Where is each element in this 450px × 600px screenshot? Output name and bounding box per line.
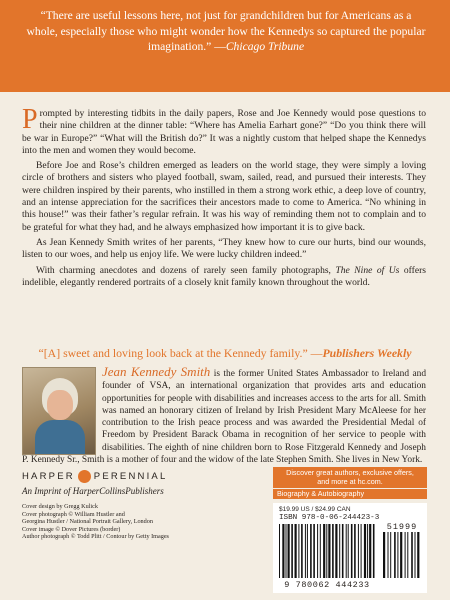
barcode-bar bbox=[291, 524, 293, 578]
imprint-suffix: Publishers bbox=[125, 486, 164, 496]
barcode-bar bbox=[326, 524, 327, 578]
barcode-bar bbox=[390, 532, 391, 578]
barcode-bar bbox=[411, 532, 413, 578]
credit-line: Author photograph © Todd Plitt / Contour by Getty Images bbox=[22, 533, 169, 541]
barcode-bar bbox=[320, 524, 321, 578]
barcode-bar bbox=[279, 524, 280, 578]
price-addon-number: 51999 bbox=[386, 522, 418, 532]
barcode-block bbox=[273, 503, 427, 593]
barcode-bar bbox=[332, 524, 334, 578]
photo-face bbox=[47, 390, 73, 420]
top-quote-source: Chicago Tribune bbox=[225, 40, 305, 53]
barcode-bar bbox=[301, 524, 303, 578]
top-review-quote bbox=[26, 8, 426, 55]
description-paragraph-1 bbox=[22, 104, 426, 157]
barcode-bar bbox=[407, 532, 408, 578]
credit-line: Georgina Hustler / National Portrait Gallery, London bbox=[22, 518, 153, 526]
isbn-barcode-icon bbox=[279, 524, 377, 578]
barcode-bar bbox=[417, 532, 419, 578]
barcode-bar bbox=[415, 532, 416, 578]
author-name: Jean Kennedy Smith bbox=[102, 364, 211, 379]
barcode-bar bbox=[388, 532, 389, 578]
barcode-bar bbox=[335, 524, 337, 578]
promo-line-1: Discover great authors, exclusive offers, bbox=[286, 468, 414, 477]
barcode-bar bbox=[358, 524, 359, 578]
barcode-bar bbox=[373, 524, 375, 578]
isbn-text: ISBN 978-0-06-244423-3 bbox=[279, 514, 380, 522]
barcode-bar bbox=[394, 532, 396, 578]
barcode-bar bbox=[400, 532, 402, 578]
barcode-bar bbox=[346, 524, 347, 578]
imprint-line bbox=[22, 486, 164, 496]
author-bio-text: is the former United States Ambassador to Ireland and founder of VSA, an international organization that provides arts and education opportunities for people with disabilities and increases access to the arts for all. Smith was named an honorary citizen of Ireland by Irish President Mary McAleese for her contribution to the Irish peace process and was awarded the Presidential Medal of Freedom by President Barack Obama in recognition of her service to people with disabilities. The eighth of nine children born to Rose Fitzgerald Kennedy and Joseph P. Kennedy Sr., Smith is a mother of four and the widow of the late Stephen Smith. She lives in New York. bbox=[22, 369, 427, 466]
paragraph-1-text: rompted by interesting tidbits in the daily papers, Rose and Joe Kennedy would pose questions to their nine children at the dinner table: “Where has Amelia Earhart gone?” “Do you think there will be war in Europe?” “What will the British do?” It was a nightly custom that helped shape the Kennedys into the men and women they would become. bbox=[22, 108, 426, 156]
barcode-bar bbox=[317, 524, 318, 578]
cover-credits bbox=[22, 503, 222, 541]
barcode-bar bbox=[348, 524, 349, 578]
mid-quote-text: “[A] sweet and loving look back at the Kennedy family.” — bbox=[38, 346, 323, 360]
mid-review-quote bbox=[20, 346, 430, 361]
book-description bbox=[22, 104, 426, 292]
book-title: The Nine of Us bbox=[335, 264, 400, 276]
price-text: $19.99 US / $24.99 CAN bbox=[279, 506, 351, 513]
barcode-bar bbox=[383, 532, 385, 578]
category-label: Biography & Autobiography bbox=[273, 489, 427, 499]
barcode-bar bbox=[342, 524, 344, 578]
credit-line: Cover image © Dover Pictures (border) bbox=[22, 525, 121, 533]
barcode-bar bbox=[313, 524, 315, 578]
barcode-bar bbox=[367, 524, 368, 578]
logo-dot-icon bbox=[78, 470, 91, 483]
barcode-bar bbox=[369, 524, 371, 578]
barcode-bar bbox=[328, 524, 330, 578]
barcode-bar bbox=[288, 524, 290, 578]
barcode-bar bbox=[286, 524, 287, 578]
mid-quote-source: Publishers Weekly bbox=[322, 346, 412, 360]
barcode-bar bbox=[354, 524, 356, 578]
photo-shirt bbox=[35, 420, 85, 454]
price-barcode-icon bbox=[383, 532, 421, 578]
promo-box bbox=[273, 467, 427, 488]
paragraph-4-text-b: offers indelible, elegantly rendered portraits of a closely knit family known throughout the world. bbox=[22, 264, 426, 288]
description-paragraph-4 bbox=[22, 265, 426, 290]
barcode-bar bbox=[310, 524, 312, 578]
barcode-bar bbox=[298, 524, 299, 578]
top-quote-text: “There are useful lessons here, not just for grandchildren but for Americans as a whole, especially those who might wonder how the Kennedys so captured the popular imagination.” — bbox=[26, 9, 426, 53]
barcode-bar bbox=[361, 524, 362, 578]
barcode-bar bbox=[364, 524, 366, 578]
barcode-bar bbox=[305, 524, 306, 578]
publisher-logo bbox=[22, 470, 167, 483]
description-paragraph-2: Before Joe and Rose’s children emerged as leaders on the world stage, they were simply a loving circle of brothers and sisters who played football, swam, sailed, read, and pursued their interests. They were children inspired by their parents, who instilled in them a strong work ethic, a deep love of country, and an intense appreciation for the sacrifices their ancestors made to come to America. “No whining in this house!” was their father’s regular refrain. It was his way of reminding them not to complain and to be grateful for what they had, and he always emphasized how important it is to give back. bbox=[22, 160, 426, 233]
barcode-bar bbox=[323, 524, 325, 578]
promo-line-2: and more at hc.com. bbox=[317, 477, 383, 486]
barcode-bar bbox=[351, 524, 353, 578]
barcode-bar bbox=[339, 524, 340, 578]
barcode-bar bbox=[397, 532, 398, 578]
barcode-bar bbox=[295, 524, 297, 578]
drop-cap: P bbox=[22, 104, 38, 135]
credit-line: Cover design by Gregg Kulick bbox=[22, 503, 98, 510]
logo-right-text: PERENNIAL bbox=[93, 471, 168, 482]
logo-left-text: HARPER bbox=[22, 471, 75, 482]
description-paragraph-3: As Jean Kennedy Smith writes of her parents, “They knew how to cure our hurts, bind our wounds, listen to our woes, and help us enjoy life. We were lucky children indeed.” bbox=[22, 236, 426, 261]
barcode-digits: 9 780062 444233 bbox=[284, 580, 370, 590]
barcode-bar bbox=[405, 532, 406, 578]
paragraph-4-text-a: With charming anecdotes and dozens of rarely seen family photographs, bbox=[36, 264, 331, 276]
imprint-prefix: An Imprint of HarperCollins bbox=[22, 486, 126, 496]
barcode-bar bbox=[282, 524, 284, 578]
author-photo bbox=[22, 367, 96, 455]
barcode-bar bbox=[307, 524, 308, 578]
credit-line: Cover photograph © William Hustler and bbox=[22, 510, 125, 518]
